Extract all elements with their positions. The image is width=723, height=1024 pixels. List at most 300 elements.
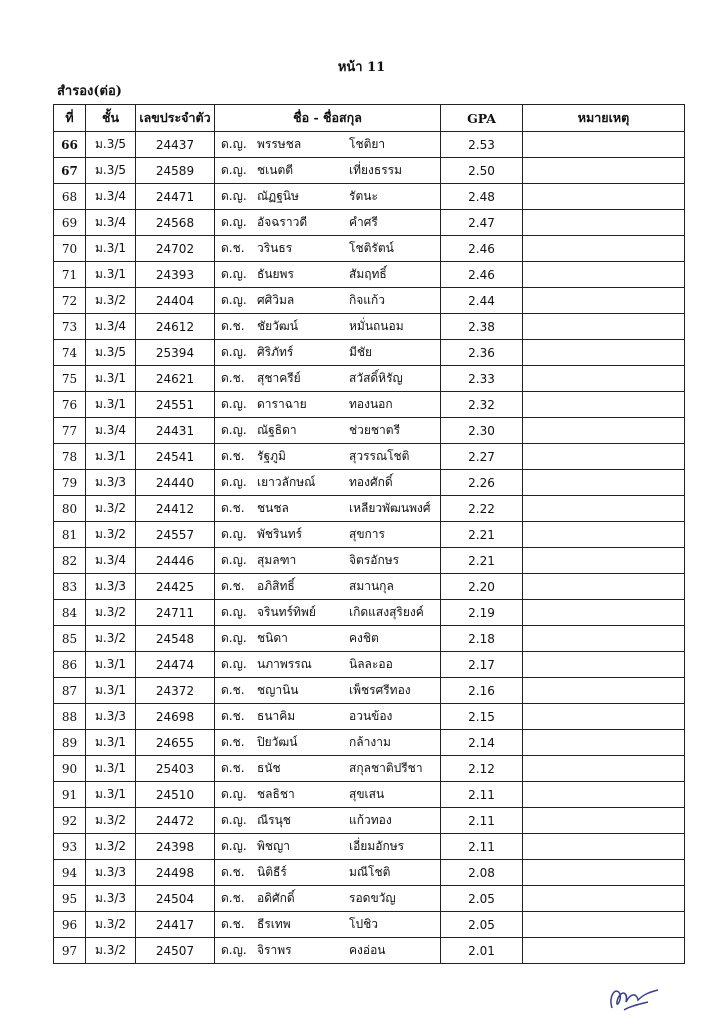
student-id-cell: 24372 [136, 678, 215, 704]
last-name: โปชิว [349, 917, 378, 931]
student-id-cell: 25394 [136, 340, 215, 366]
table-row [54, 288, 685, 314]
last-name: มีชัย [349, 345, 373, 359]
name-cell [215, 340, 441, 366]
remark-cell [523, 522, 685, 548]
first-name: อดิศักดิ์ [257, 891, 295, 905]
class-cell: ม.3/2 [86, 912, 136, 938]
gpa-cell: 2.33 [441, 366, 523, 392]
remark-cell [523, 132, 685, 158]
name-cell [215, 392, 441, 418]
remark-cell [523, 730, 685, 756]
first-name: ชลธิชา [257, 787, 295, 801]
gpa-cell: 2.22 [441, 496, 523, 522]
last-name: กล้างาม [349, 735, 391, 749]
student-id-cell: 24698 [136, 704, 215, 730]
student-id-cell: 24702 [136, 236, 215, 262]
row-number: 79 [54, 470, 86, 496]
remark-cell [523, 288, 685, 314]
gpa-cell: 2.01 [441, 938, 523, 964]
last-name: คงชิต [349, 631, 379, 645]
gpa-cell: 2.36 [441, 340, 523, 366]
table-row [54, 600, 685, 626]
name-cell [215, 834, 441, 860]
name-cell [215, 184, 441, 210]
name-cell [215, 574, 441, 600]
remark-cell [523, 678, 685, 704]
row-number: 70 [54, 236, 86, 262]
class-cell: ม.3/4 [86, 418, 136, 444]
student-id-cell: 24431 [136, 418, 215, 444]
table-row [54, 652, 685, 678]
row-number: 81 [54, 522, 86, 548]
name-cell [215, 158, 441, 184]
header-remark: หมายเหตุ [523, 105, 685, 132]
student-table [53, 104, 685, 964]
gpa-cell: 2.14 [441, 730, 523, 756]
class-cell: ม.3/3 [86, 574, 136, 600]
table-header [54, 105, 685, 132]
last-name: สุวรรณโชติ [349, 449, 410, 463]
name-cell [215, 548, 441, 574]
row-number: 72 [54, 288, 86, 314]
title: ด.ญ. [221, 657, 247, 671]
student-id-cell: 24398 [136, 834, 215, 860]
table-row [54, 366, 685, 392]
student-id-cell: 24568 [136, 210, 215, 236]
first-name: ชญานิน [257, 683, 299, 697]
class-cell: ม.3/1 [86, 444, 136, 470]
row-number: 74 [54, 340, 86, 366]
name-cell [215, 366, 441, 392]
gpa-cell: 2.32 [441, 392, 523, 418]
first-name: จรินทร์ทิพย์ [257, 605, 316, 619]
remark-cell [523, 184, 685, 210]
table-row [54, 444, 685, 470]
title: ด.ช. [221, 683, 245, 697]
row-number: 71 [54, 262, 86, 288]
header-name: ชื่อ - ชื่อสกุล [215, 105, 441, 132]
name-cell [215, 522, 441, 548]
table-row [54, 886, 685, 912]
header-gpa: GPA [441, 105, 523, 132]
row-number: 66 [54, 132, 86, 158]
gpa-cell: 2.20 [441, 574, 523, 600]
table-row [54, 730, 685, 756]
row-number: 95 [54, 886, 86, 912]
title: ด.ช. [221, 319, 245, 333]
title: ด.ช. [221, 865, 245, 879]
first-name: สุมลฑา [257, 553, 297, 567]
class-cell: ม.3/4 [86, 548, 136, 574]
row-number: 90 [54, 756, 86, 782]
student-id-cell: 24446 [136, 548, 215, 574]
gpa-cell: 2.27 [441, 444, 523, 470]
gpa-cell: 2.47 [441, 210, 523, 236]
gpa-cell: 2.18 [441, 626, 523, 652]
row-number: 67 [54, 158, 86, 184]
class-cell: ม.3/1 [86, 652, 136, 678]
title: ด.ช. [221, 501, 245, 515]
row-number: 82 [54, 548, 86, 574]
first-name: ปิยวัฒน์ [257, 735, 298, 749]
name-cell [215, 288, 441, 314]
remark-cell [523, 756, 685, 782]
student-id-cell: 24412 [136, 496, 215, 522]
last-name: นิลละออ [349, 657, 393, 671]
table-row [54, 626, 685, 652]
student-id-cell: 24471 [136, 184, 215, 210]
table-row [54, 522, 685, 548]
gpa-cell: 2.50 [441, 158, 523, 184]
section-title: สำรอง(ต่อ) [57, 84, 122, 99]
remark-cell [523, 808, 685, 834]
remark-cell [523, 392, 685, 418]
gpa-cell: 2.38 [441, 314, 523, 340]
remark-cell [523, 600, 685, 626]
last-name: คงอ่อน [349, 943, 386, 957]
last-name: เที่ยงธรรม [349, 163, 403, 177]
row-number: 77 [54, 418, 86, 444]
row-number: 80 [54, 496, 86, 522]
class-cell: ม.3/1 [86, 366, 136, 392]
first-name: วรินธร [257, 241, 293, 255]
name-cell [215, 418, 441, 444]
first-name: ดาราฉาย [257, 397, 307, 411]
last-name: เอี่ยมอักษร [349, 839, 405, 853]
remark-cell [523, 652, 685, 678]
gpa-cell: 2.11 [441, 834, 523, 860]
class-cell: ม.3/1 [86, 392, 136, 418]
first-name: พิชญา [257, 839, 291, 853]
class-cell: ม.3/2 [86, 288, 136, 314]
class-cell: ม.3/3 [86, 470, 136, 496]
gpa-cell: 2.21 [441, 548, 523, 574]
class-cell: ม.3/2 [86, 522, 136, 548]
remark-cell [523, 782, 685, 808]
row-number: 84 [54, 600, 86, 626]
title: ด.ช. [221, 917, 245, 931]
gpa-cell: 2.19 [441, 600, 523, 626]
student-id-cell: 24557 [136, 522, 215, 548]
class-cell: ม.3/2 [86, 496, 136, 522]
name-cell [215, 704, 441, 730]
remark-cell [523, 912, 685, 938]
row-number: 68 [54, 184, 86, 210]
last-name: เหลียวพัฒนพงศ์ [349, 501, 431, 515]
student-id-cell: 24510 [136, 782, 215, 808]
gpa-cell: 2.08 [441, 860, 523, 886]
table-row [54, 314, 685, 340]
header-class: ชั้น [86, 105, 136, 132]
name-cell [215, 626, 441, 652]
last-name: สกุลชาติปรีชา [349, 761, 423, 775]
last-name: มณีโชติ [349, 865, 391, 879]
page-number: หน้า 11 [337, 60, 386, 75]
table-row [54, 548, 685, 574]
first-name: ชนิดา [257, 631, 288, 645]
gpa-cell: 2.16 [441, 678, 523, 704]
last-name: แก้วทอง [349, 813, 392, 827]
gpa-cell: 2.46 [441, 236, 523, 262]
remark-cell [523, 158, 685, 184]
title: ด.ญ. [221, 839, 247, 853]
class-cell: ม.3/3 [86, 886, 136, 912]
remark-cell [523, 548, 685, 574]
first-name: ศศิวิมล [257, 293, 295, 307]
remark-cell [523, 418, 685, 444]
first-name: ธันยพร [257, 267, 294, 281]
name-cell [215, 938, 441, 964]
remark-cell [523, 496, 685, 522]
first-name: ธนัช [257, 761, 281, 775]
title: ด.ญ. [221, 423, 247, 437]
last-name: สมานกุล [349, 579, 394, 593]
first-name: ศิริภัทร์ [257, 345, 294, 359]
gpa-cell: 2.46 [441, 262, 523, 288]
row-number: 93 [54, 834, 86, 860]
name-cell [215, 808, 441, 834]
class-cell: ม.3/5 [86, 340, 136, 366]
table-row [54, 678, 685, 704]
class-cell: ม.3/1 [86, 782, 136, 808]
gpa-cell: 2.05 [441, 886, 523, 912]
table-row [54, 392, 685, 418]
last-name: สวัสดิ์หิรัญ [349, 371, 403, 385]
gpa-cell: 2.53 [441, 132, 523, 158]
title: ด.ญ. [221, 787, 247, 801]
last-name: โชติยา [349, 137, 386, 151]
row-number: 97 [54, 938, 86, 964]
remark-cell [523, 210, 685, 236]
name-cell [215, 782, 441, 808]
title: ด.ช. [221, 371, 245, 385]
remark-cell [523, 626, 685, 652]
row-number: 87 [54, 678, 86, 704]
table-row [54, 574, 685, 600]
row-number: 88 [54, 704, 86, 730]
row-number: 78 [54, 444, 86, 470]
remark-cell [523, 236, 685, 262]
title: ด.ญ. [221, 943, 247, 957]
last-name: อวนข้อง [349, 709, 393, 723]
student-id-cell: 24474 [136, 652, 215, 678]
table-row [54, 132, 685, 158]
name-cell [215, 262, 441, 288]
remark-cell [523, 938, 685, 964]
class-cell: ม.3/1 [86, 756, 136, 782]
class-cell: ม.3/4 [86, 314, 136, 340]
student-id-cell: 24612 [136, 314, 215, 340]
table-row [54, 418, 685, 444]
table-row [54, 756, 685, 782]
table-row [54, 782, 685, 808]
table-row [54, 262, 685, 288]
title: ด.ช. [221, 735, 245, 749]
row-number: 75 [54, 366, 86, 392]
last-name: ช่วยชาตรี [349, 423, 401, 437]
table-row [54, 938, 685, 964]
title: ด.ญ. [221, 553, 247, 567]
remark-cell [523, 314, 685, 340]
name-cell [215, 470, 441, 496]
header-id: เลขประจำตัว [136, 105, 215, 132]
remark-cell [523, 340, 685, 366]
gpa-cell: 2.05 [441, 912, 523, 938]
signature [600, 980, 670, 1015]
last-name: เกิดแสงสุริยงค์ [349, 605, 424, 619]
name-cell [215, 886, 441, 912]
table-row [54, 340, 685, 366]
student-id-cell: 24393 [136, 262, 215, 288]
header-no: ที่ [54, 105, 86, 132]
first-name: อภิสิทธิ์ [257, 579, 295, 593]
first-name: ชนชล [257, 501, 289, 515]
class-cell: ม.3/1 [86, 236, 136, 262]
first-name: เยาวลักษณ์ [257, 475, 316, 489]
row-number: 89 [54, 730, 86, 756]
remark-cell [523, 574, 685, 600]
last-name: รอดขวัญ [349, 891, 396, 905]
title: ด.ช. [221, 761, 245, 775]
first-name: นิติธีร์ [257, 865, 287, 879]
last-name: สัมฤทธิ์ [349, 267, 387, 281]
remark-cell [523, 704, 685, 730]
class-cell: ม.3/3 [86, 860, 136, 886]
name-cell [215, 652, 441, 678]
remark-cell [523, 860, 685, 886]
table-row [54, 860, 685, 886]
name-cell [215, 210, 441, 236]
row-number: 83 [54, 574, 86, 600]
gpa-cell: 2.11 [441, 808, 523, 834]
title: ด.ญ. [221, 475, 247, 489]
student-id-cell: 24655 [136, 730, 215, 756]
remark-cell [523, 366, 685, 392]
last-name: ทองศักดิ์ [349, 475, 393, 489]
title: ด.ญ. [221, 605, 247, 619]
gpa-cell: 2.21 [441, 522, 523, 548]
first-name: ชัยวัฒน์ [257, 319, 298, 333]
title: ด.ช. [221, 891, 245, 905]
name-cell [215, 236, 441, 262]
gpa-cell: 2.26 [441, 470, 523, 496]
student-id-cell: 24507 [136, 938, 215, 964]
last-name: สุขการ [349, 527, 385, 541]
gpa-cell: 2.15 [441, 704, 523, 730]
student-id-cell: 24589 [136, 158, 215, 184]
title: ด.ญ. [221, 345, 247, 359]
first-name: ธีรเทพ [257, 917, 291, 931]
first-name: ณัฏฐนิษ [257, 189, 299, 203]
row-number: 94 [54, 860, 86, 886]
first-name: สุชาครีย์ [257, 371, 301, 385]
last-name: หมั่นถนอม [349, 319, 404, 333]
student-id-cell: 24437 [136, 132, 215, 158]
class-cell: ม.3/1 [86, 730, 136, 756]
table-row [54, 210, 685, 236]
title: ด.ญ. [221, 163, 247, 177]
name-cell [215, 756, 441, 782]
last-name: รัตนะ [349, 189, 378, 203]
student-id-cell: 24440 [136, 470, 215, 496]
name-cell [215, 730, 441, 756]
table-row [54, 704, 685, 730]
name-cell [215, 314, 441, 340]
remark-cell [523, 834, 685, 860]
class-cell: ม.3/2 [86, 600, 136, 626]
student-id-cell: 24711 [136, 600, 215, 626]
student-id-cell: 24504 [136, 886, 215, 912]
last-name: เพ็ชรศรีทอง [349, 683, 411, 697]
title: ด.ญ. [221, 215, 247, 229]
class-cell: ม.3/1 [86, 678, 136, 704]
name-cell [215, 132, 441, 158]
table-row [54, 834, 685, 860]
gpa-cell: 2.12 [441, 756, 523, 782]
first-name: นภาพรรณ [257, 657, 312, 671]
first-name: ธนาคิม [257, 709, 296, 723]
first-name: พรรษชล [257, 137, 302, 151]
row-number: 96 [54, 912, 86, 938]
class-cell: ม.3/2 [86, 626, 136, 652]
class-cell: ม.3/4 [86, 184, 136, 210]
first-name: ณีรนุช [257, 813, 291, 827]
class-cell: ม.3/2 [86, 834, 136, 860]
last-name: คำศรี [349, 215, 378, 229]
student-id-cell: 24548 [136, 626, 215, 652]
gpa-cell: 2.48 [441, 184, 523, 210]
student-id-cell: 24404 [136, 288, 215, 314]
student-id-cell: 24621 [136, 366, 215, 392]
gpa-cell: 2.44 [441, 288, 523, 314]
gpa-cell: 2.11 [441, 782, 523, 808]
name-cell [215, 912, 441, 938]
name-cell [215, 600, 441, 626]
row-number: 76 [54, 392, 86, 418]
title: ด.ช. [221, 579, 245, 593]
student-id-cell: 24498 [136, 860, 215, 886]
table-row [54, 184, 685, 210]
last-name: สุขเสน [349, 787, 385, 801]
remark-cell [523, 886, 685, 912]
class-cell: ม.3/1 [86, 262, 136, 288]
class-cell: ม.3/2 [86, 808, 136, 834]
table-row [54, 808, 685, 834]
table-row [54, 236, 685, 262]
remark-cell [523, 444, 685, 470]
title: ด.ช. [221, 709, 245, 723]
class-cell: ม.3/5 [86, 158, 136, 184]
first-name: อัจฉราวดี [257, 215, 308, 229]
title: ด.ญ. [221, 293, 247, 307]
class-cell: ม.3/2 [86, 938, 136, 964]
table-row [54, 158, 685, 184]
title: ด.ญ. [221, 137, 247, 151]
table-row [54, 470, 685, 496]
last-name: โชติรัตน์ [349, 241, 394, 255]
title: ด.ญ. [221, 813, 247, 827]
student-id-cell: 24551 [136, 392, 215, 418]
title: ด.ช. [221, 241, 245, 255]
gpa-cell: 2.30 [441, 418, 523, 444]
title: ด.ญ. [221, 267, 247, 281]
student-id-cell: 24472 [136, 808, 215, 834]
first-name: รัฐภูมิ [257, 449, 286, 463]
last-name: จิตรอักษร [349, 553, 400, 567]
row-number: 92 [54, 808, 86, 834]
row-number: 85 [54, 626, 86, 652]
